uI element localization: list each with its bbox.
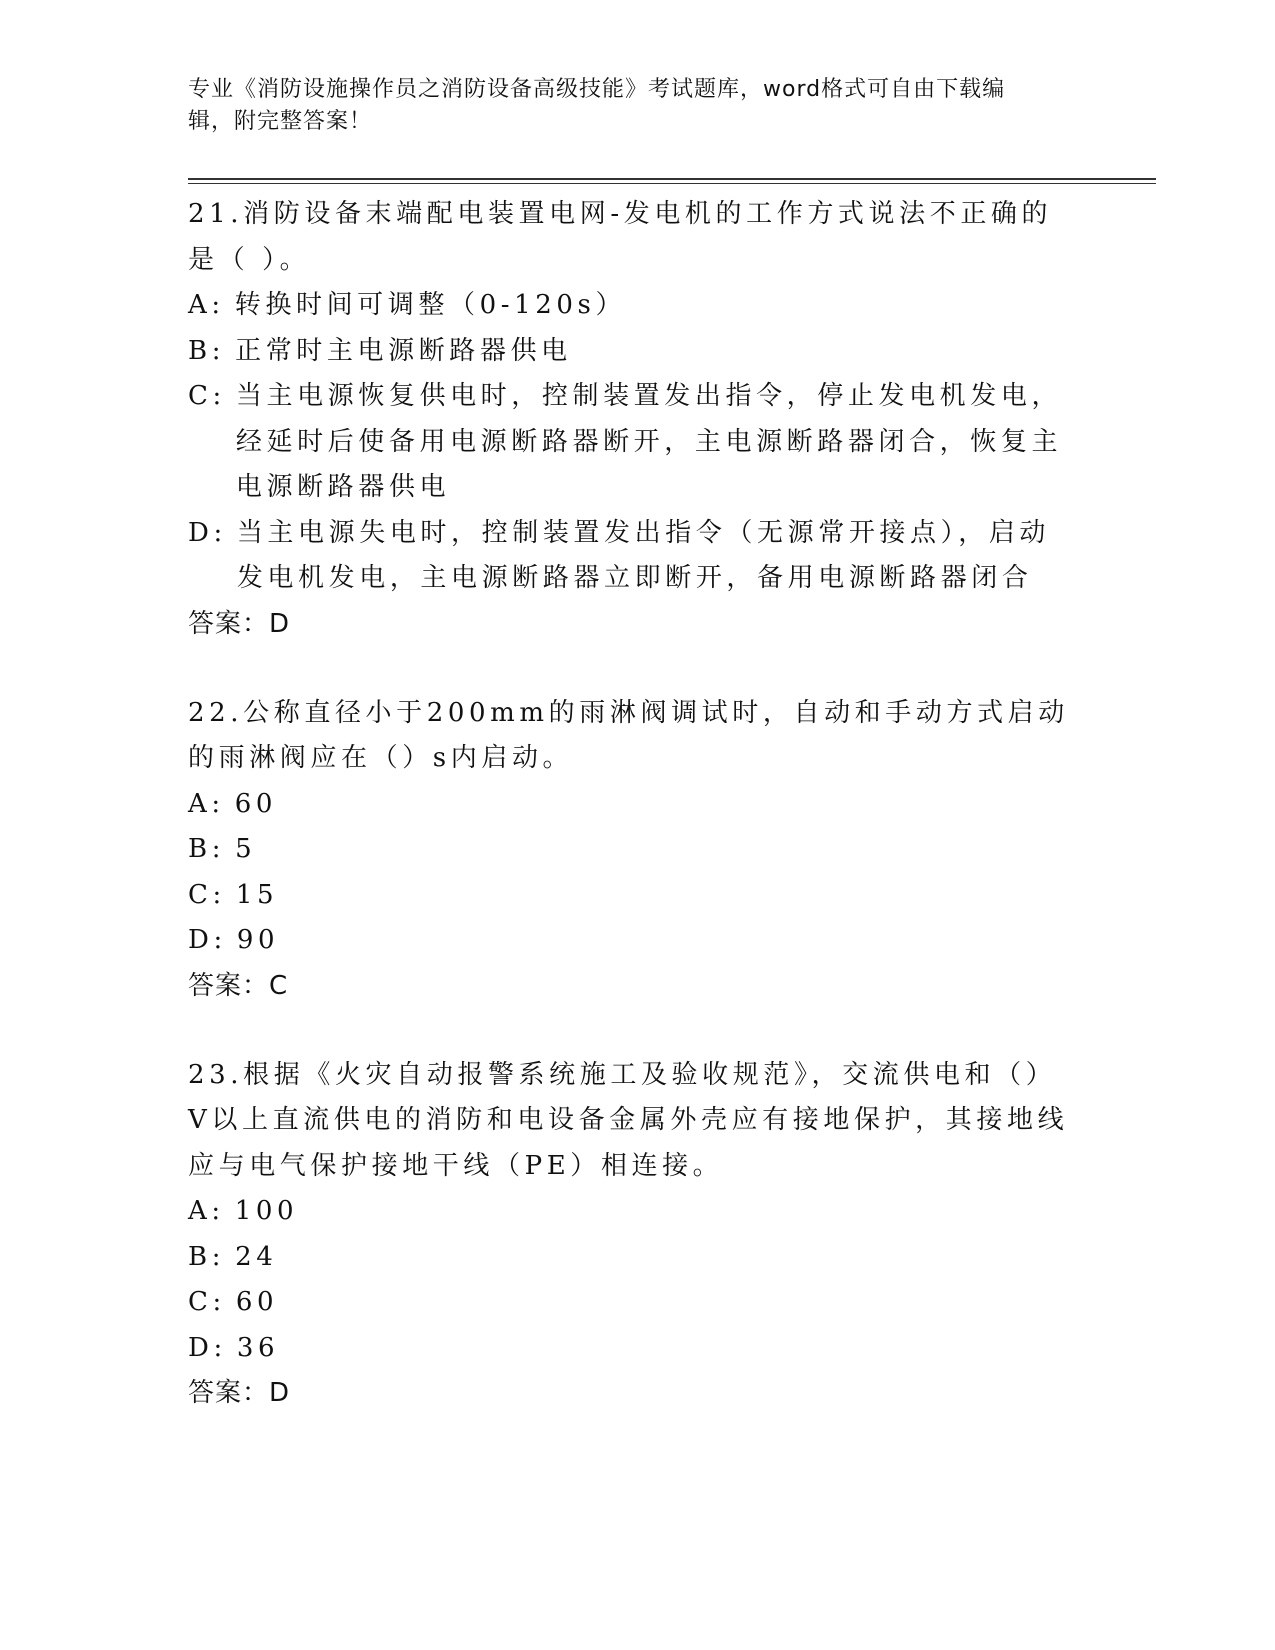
option-text: 转换时间可调整（0-120s） [234,290,627,320]
option-separator: : [211,1196,225,1226]
option-text: 5 [235,834,257,864]
question-list [188,192,1078,1460]
option-separator: : [213,1332,227,1363]
option-separator: : [213,517,227,548]
option-label: B [188,335,212,366]
option-text: 当主电源恢复供电时，控制装置发出指令，停止发电机发电，经延时后使备用电源断路器断开，主电源断路器闭合，恢复主电源断路器供电 [235,381,1063,502]
option-label: D [188,925,214,955]
option-a [188,1189,1078,1235]
question-stem: 21.消防设备末端配电装置电网-发电机的工作方式说法不正确的是（ ）。 [188,199,1053,275]
option-label: C [188,381,213,411]
option-text: 60 [235,1287,279,1317]
option-label: B [188,834,212,864]
option-text: 15 [235,879,279,910]
option-a [188,782,1078,828]
option-separator: : [212,879,226,910]
option-text: 100 [234,1196,299,1226]
option-separator: : [212,381,226,411]
option-label: C [188,879,213,910]
option-label: A [188,788,212,819]
option-text: 36 [236,1332,280,1363]
option-label: D [188,517,214,548]
header-divider-thin [188,183,1156,184]
option-a [188,283,1078,329]
option-b [188,827,1078,873]
option-c [188,374,1078,511]
option-text: 60 [234,788,278,819]
option-c [188,1280,1078,1326]
question-23 [188,1053,1078,1417]
option-separator: : [212,1287,226,1317]
option-separator: : [211,1241,226,1272]
option-label: C [188,1287,213,1317]
header-line-1: 专业《消防设施操作员之消防设备高级技能》考试题库，word格式可自由下载编 [188,77,1006,102]
option-text: 正常时主电源断路器供电 [235,335,572,366]
option-label: A [188,1196,212,1226]
answer-line: 答案：C [188,970,289,1001]
option-b [188,329,1078,375]
question-stem: 23.根据《火灾自动报警系统施工及验收规范》，交流供电和（）V以上直流供电的消防和电设备金属外壳应有接地保护，其接地线应与电气保护接地干线（PE）相连接。 [188,1059,1069,1181]
document-header [188,74,1068,138]
question-21 [188,192,1078,647]
option-d [188,918,1078,964]
option-d [188,1326,1078,1372]
option-label: A [188,290,212,320]
header-divider-thick [188,178,1156,180]
option-label: D [188,1332,214,1363]
header-line-2: 辑，附完整答案！ [188,109,373,134]
answer-line: 答案：D [188,1378,291,1408]
option-d [188,511,1078,602]
option-separator: : [211,834,226,864]
answer-line: 答案：D [188,608,291,639]
question-22 [188,691,1078,1009]
option-b [188,1235,1078,1281]
option-separator: : [211,290,225,320]
option-separator: : [211,335,226,366]
question-stem: 22.公称直径小于200mm的雨淋阀调试时，自动和手动方式启动的雨淋阀应在（）s内启动。 [188,697,1069,773]
option-text: 当主电源失电时，控制装置发出指令（无源常开接点），启动发电机发电，主电源断路器立即断开，备用电源断路器闭合 [236,517,1051,593]
option-separator: : [213,925,227,955]
option-label: B [188,1241,212,1272]
option-text: 24 [235,1241,278,1272]
option-c [188,873,1078,919]
option-text: 90 [236,925,280,955]
option-separator: : [211,788,225,819]
